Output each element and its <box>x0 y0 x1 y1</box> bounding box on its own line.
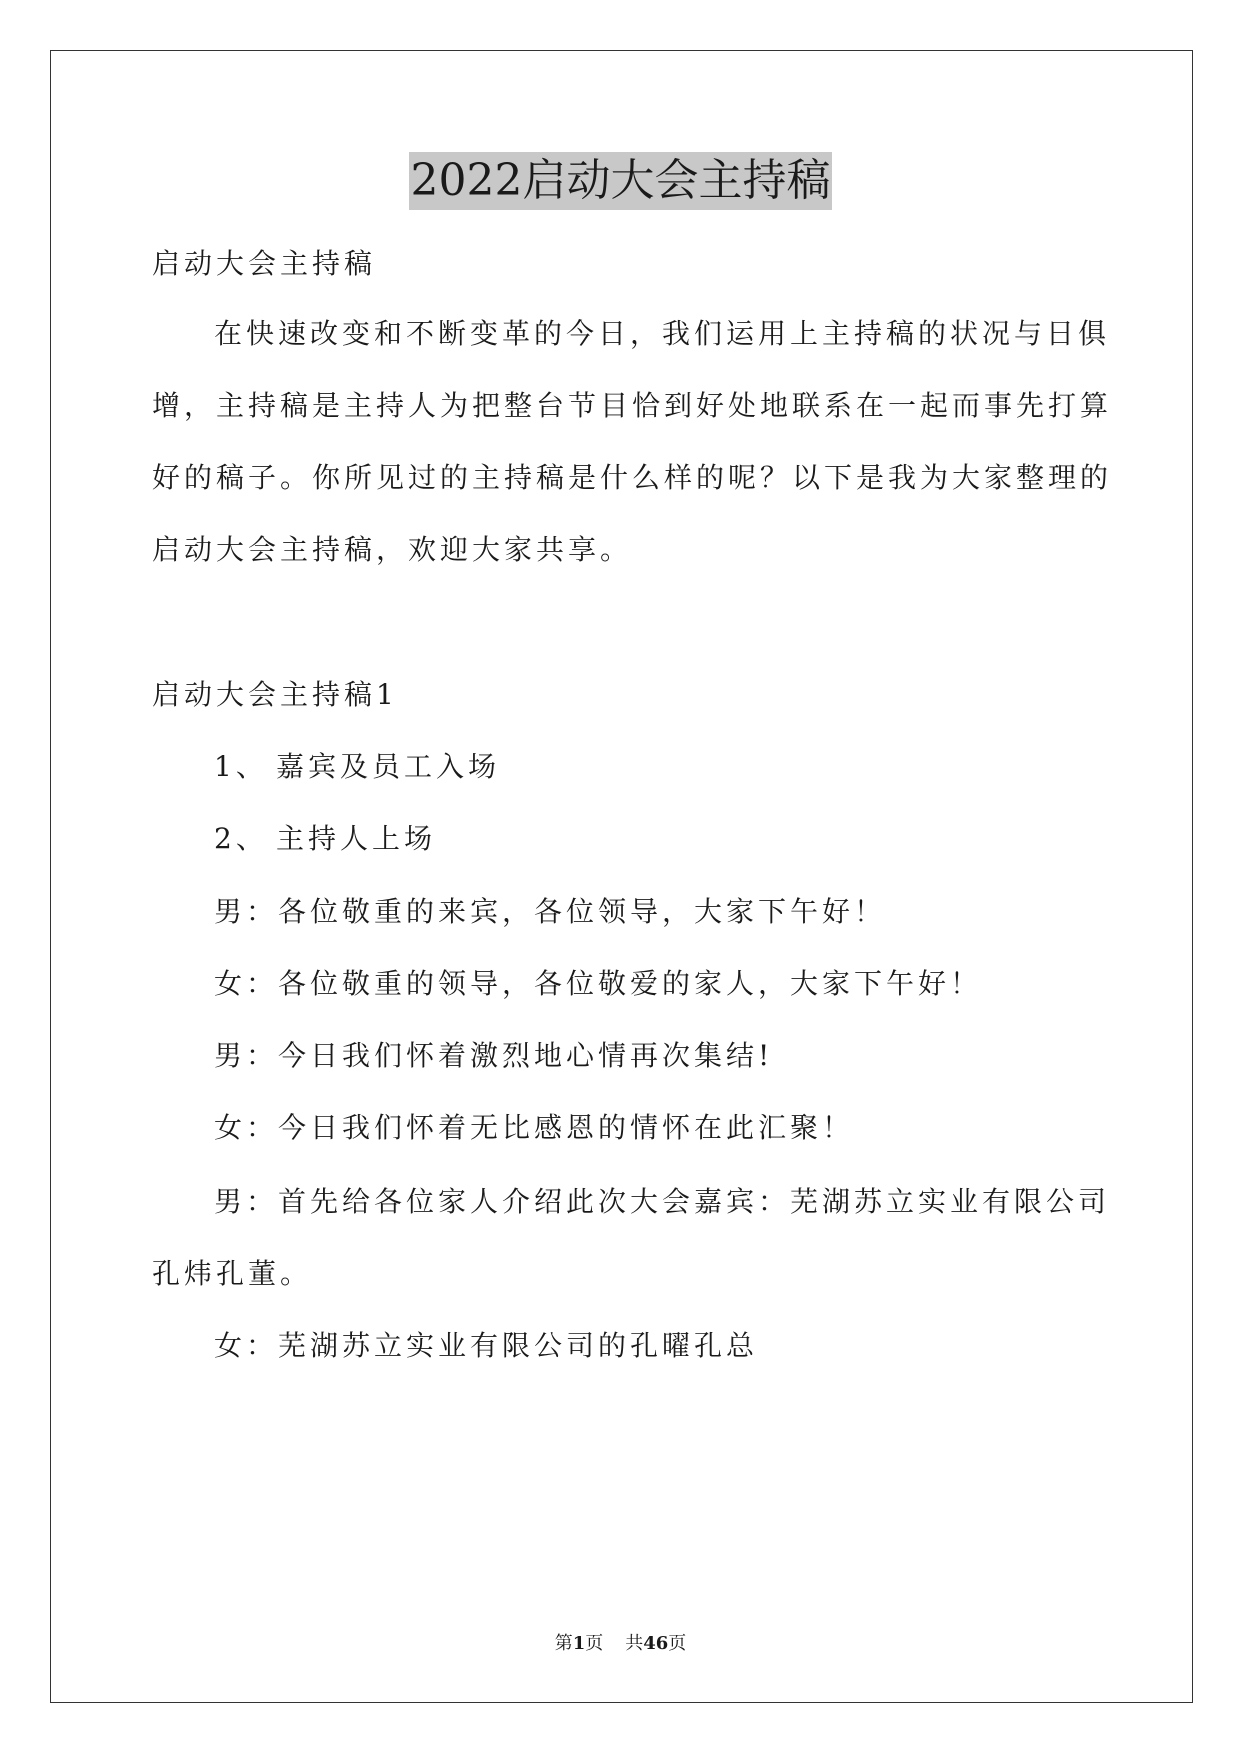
intro-line-1: 在快速改变和不断变革的今日，我们运用上主持稿的状况与日俱 <box>214 317 1111 350</box>
dialogue-line: 男：各位敬重的来宾，各位领导，大家下午好！ <box>214 895 887 928</box>
section-heading: 启动大会主持稿1 <box>152 678 398 711</box>
dialogue-line: 女：各位敬重的领导，各位敬爱的家人，大家下午好！ <box>214 967 983 1000</box>
list-item <box>214 819 436 859</box>
footer-total-prefix: 共 <box>625 1633 644 1654</box>
list-item-number: 2、 <box>214 822 268 855</box>
footer-prefix: 第 <box>554 1633 573 1654</box>
footer-page-number: 1 <box>572 1633 586 1654</box>
subtitle: 启动大会主持稿 <box>152 247 377 280</box>
dialogue-line: 孔炜孔董。 <box>152 1257 313 1290</box>
intro-line-3: 好的稿子。你所见过的主持稿是什么样的呢？以下是我为大家整理的 <box>152 461 1113 494</box>
document-title: 2022启动大会主持稿 <box>409 152 833 210</box>
list-item <box>214 747 500 787</box>
footer-total-pages: 46 <box>643 1633 669 1654</box>
dialogue-line: 男：今日我们怀着激烈地心情再次集结! <box>214 1039 774 1072</box>
list-item-text: 主持人上场 <box>276 822 437 855</box>
dialogue-line: 女：芜湖苏立实业有限公司的孔曜孔总 <box>214 1329 759 1362</box>
footer-page-suffix: 页 <box>585 1633 604 1654</box>
intro-line-4: 启动大会主持稿，欢迎大家共享。 <box>152 533 633 566</box>
page-footer <box>0 1632 1241 1656</box>
dialogue-line: 男：首先给各位家人介绍此次大会嘉宾：芜湖苏立实业有限公司 <box>214 1185 1111 1218</box>
title-container <box>0 152 1241 210</box>
page-border <box>50 50 1193 1703</box>
intro-line-2: 增，主持稿是主持人为把整台节目恰到好处地联系在一起而事先打算 <box>152 389 1113 422</box>
footer-total-suffix: 页 <box>668 1633 687 1654</box>
list-item-text: 嘉宾及员工入场 <box>276 750 501 783</box>
list-item-number: 1、 <box>214 750 268 783</box>
dialogue-line: 女：今日我们怀着无比感恩的情怀在此汇聚！ <box>214 1111 855 1144</box>
